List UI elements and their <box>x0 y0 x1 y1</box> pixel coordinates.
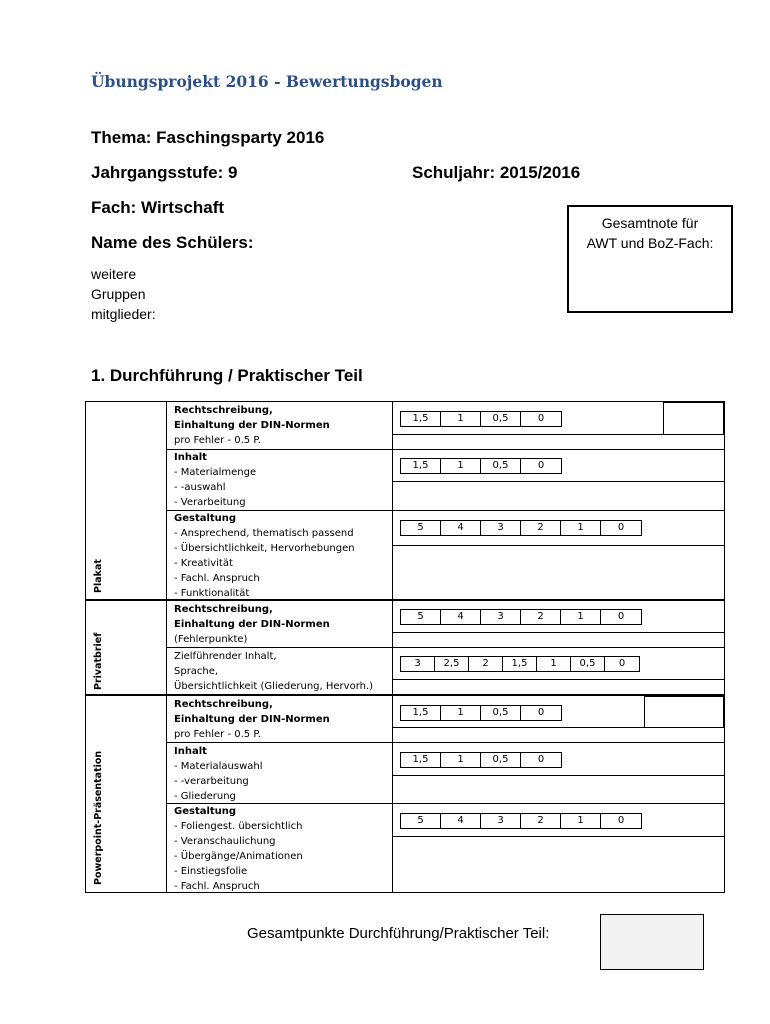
scale-option[interactable]: 0 <box>537 460 545 471</box>
scale-option[interactable]: 1,5 <box>401 412 441 426</box>
scale-option[interactable]: 1 <box>441 706 481 720</box>
criterion-privatbrief-rechtschreibung <box>174 602 392 647</box>
criterion-line: Gestaltung <box>174 513 237 524</box>
criterion-line: Rechtschreibung, <box>174 699 273 710</box>
section-title: 1. Durchführung / Praktischer Teil <box>91 366 363 385</box>
group-members-field <box>91 264 156 324</box>
scale-option[interactable]: 5 <box>401 814 441 828</box>
scale-option[interactable]: 0 <box>537 754 545 765</box>
scale-option[interactable]: 0 <box>618 658 626 669</box>
criterion-privatbrief-inhalt <box>174 649 392 694</box>
jahrgangsstufe-field: Jahrgangsstufe: 9 <box>91 163 238 182</box>
scale-option[interactable]: 1 <box>561 521 601 535</box>
scale-option[interactable]: 1,5 <box>401 459 441 473</box>
scale-option[interactable]: 1 <box>441 459 481 473</box>
criterion-plakat-rechtschreibung <box>174 403 392 448</box>
total-points-label: Gesamtpunkte Durchführung/Praktischer Teil: <box>247 925 550 942</box>
rating-scale-ppt-gestaltung[interactable] <box>400 813 642 829</box>
scale-option[interactable]: 4 <box>441 610 481 624</box>
criterion-line: - Fachl. Anspruch <box>174 881 260 892</box>
scale-option[interactable]: 1 <box>537 657 571 671</box>
row-divider <box>167 742 724 743</box>
points-box-plakat-rechtschreibung[interactable] <box>663 402 724 435</box>
thema-field: Thema: Faschingsparty 2016 <box>91 128 325 147</box>
scale-option[interactable]: 0,5 <box>481 412 521 426</box>
scale-option[interactable]: 3 <box>481 814 521 828</box>
group-label-plakat: Plakat <box>93 559 104 593</box>
scale-underline <box>393 679 724 680</box>
scale-underline <box>393 632 724 633</box>
scale-underline <box>393 481 724 482</box>
scale-underline <box>393 775 724 776</box>
overall-grade-box[interactable] <box>567 205 733 313</box>
schuljahr-field: Schuljahr: 2015/2016 <box>412 163 581 182</box>
rating-scale-plakat-gestaltung[interactable] <box>400 520 642 536</box>
scale-option[interactable]: 1 <box>561 610 601 624</box>
document-title: Übungsprojekt 2016 - Bewertungsbogen <box>91 72 443 91</box>
scale-option[interactable]: 1,5 <box>401 753 441 767</box>
student-name-field: Name des Schülers: <box>91 233 254 252</box>
group-divider-powerpoint <box>86 694 724 696</box>
criterion-line: - Materialauswahl <box>174 761 263 772</box>
group-label-powerpoint: Powerpoint-Präsentation <box>93 750 104 885</box>
criterion-line: - Übergänge/Animationen <box>174 851 303 862</box>
scale-option[interactable]: 0,5 <box>481 753 521 767</box>
scale-option[interactable]: 0,5 <box>481 706 521 720</box>
scale-option[interactable]: 1,5 <box>503 657 537 671</box>
criterion-line: Sprache, <box>174 666 219 677</box>
rating-scale-plakat-inhalt[interactable] <box>400 458 562 474</box>
group-members-label-3: mitglieder: <box>91 306 156 322</box>
scale-option[interactable]: 2,5 <box>435 657 469 671</box>
rating-scale-plakat-rechtschreibung[interactable] <box>400 411 562 427</box>
scale-option[interactable]: 1 <box>561 814 601 828</box>
rating-scale-privatbrief-inhalt[interactable] <box>400 656 640 672</box>
criterion-line: pro Fehler - 0.5 P. <box>174 729 261 740</box>
scale-option[interactable]: 0,5 <box>481 459 521 473</box>
criterion-line: Übersichtlichkeit (Gliederung, Hervorh.) <box>174 681 374 692</box>
group-label-privatbrief: Privatbrief <box>93 632 104 690</box>
criterion-line: - Ansprechend, thematisch passend <box>174 528 354 539</box>
criterion-plakat-gestaltung <box>174 511 392 601</box>
scale-option[interactable]: 3 <box>401 657 435 671</box>
rating-scale-ppt-inhalt[interactable] <box>400 752 562 768</box>
criterion-line: Rechtschreibung, <box>174 604 273 615</box>
scale-option[interactable]: 1 <box>441 753 481 767</box>
criterion-line: Inhalt <box>174 746 207 757</box>
criterion-line: Rechtschreibung, <box>174 405 273 416</box>
points-box-ppt-rechtschreibung[interactable] <box>644 696 724 728</box>
scale-option[interactable]: 2 <box>521 521 561 535</box>
criterion-line: Einhaltung der DIN-Normen <box>174 714 330 725</box>
criterion-line: - Kreativität <box>174 558 233 569</box>
rating-scale-privatbrief-rechtschreibung[interactable] <box>400 609 642 625</box>
scale-option[interactable]: 4 <box>441 814 481 828</box>
criterion-ppt-inhalt <box>174 744 392 804</box>
scale-option[interactable]: 2 <box>521 814 561 828</box>
scale-option[interactable]: 1 <box>441 412 481 426</box>
criterion-line: - Übersichtlichkeit, Hervorhebungen <box>174 543 355 554</box>
criterion-line: Einhaltung der DIN-Normen <box>174 619 330 630</box>
scale-underline <box>393 836 724 837</box>
criterion-ppt-gestaltung <box>174 804 392 894</box>
criterion-line: - Verarbeitung <box>174 497 246 508</box>
row-divider <box>167 647 724 648</box>
criterion-line: Einhaltung der DIN-Normen <box>174 420 330 431</box>
scale-option[interactable]: 0,5 <box>571 657 605 671</box>
criterion-line: (Fehlerpunkte) <box>174 634 248 645</box>
scale-option[interactable]: 0 <box>537 413 545 424</box>
group-members-label-1: weitere <box>91 266 137 282</box>
scale-underline <box>393 434 663 435</box>
rating-scale-ppt-rechtschreibung[interactable] <box>400 705 562 721</box>
criterion-line: Inhalt <box>174 452 207 463</box>
scale-option[interactable]: 3 <box>481 610 521 624</box>
scale-option[interactable]: 5 <box>401 610 441 624</box>
criterion-line: Zielführender Inhalt, <box>174 651 277 662</box>
scale-underline <box>393 545 724 546</box>
criterion-line: - Funktionalität <box>174 588 250 599</box>
criterion-line: - Materialmenge <box>174 467 257 478</box>
criterion-line: pro Fehler - 0.5 P. <box>174 435 261 446</box>
criterion-line: - Fachl. Anspruch <box>174 573 260 584</box>
scale-option[interactable]: 0 <box>617 611 625 622</box>
scale-option[interactable]: 2 <box>521 610 561 624</box>
scale-option[interactable]: 1,5 <box>401 706 441 720</box>
scale-option[interactable]: 4 <box>441 521 481 535</box>
total-points-box[interactable] <box>600 914 704 970</box>
overall-grade-label-2: AWT und BoZ-Fach: <box>586 235 714 251</box>
fach-field: Fach: Wirtschaft <box>91 198 225 217</box>
criterion-ppt-rechtschreibung <box>174 697 392 742</box>
criterion-line: Gestaltung <box>174 806 237 817</box>
scale-option[interactable]: 0 <box>617 522 625 533</box>
criterion-line: - -verarbeitung <box>174 776 249 787</box>
criterion-line: - Veranschaulichung <box>174 836 276 847</box>
overall-grade-label-1: Gesamtnote für <box>601 215 699 231</box>
criterion-plakat-inhalt <box>174 450 392 510</box>
scale-option[interactable]: 2 <box>469 657 503 671</box>
scale-option[interactable]: 5 <box>401 521 441 535</box>
scale-underline <box>393 727 644 728</box>
criterion-line: - Gliederung <box>174 791 236 802</box>
scale-option[interactable]: 0 <box>617 815 625 826</box>
scale-option[interactable]: 0 <box>537 707 545 718</box>
criterion-line: - Foliengest. übersichtlich <box>174 821 303 832</box>
criterion-line: - -auswahl <box>174 482 226 493</box>
criterion-line: - Einstiegsfolie <box>174 866 248 877</box>
group-members-label-2: Gruppen <box>91 286 146 302</box>
scale-option[interactable]: 3 <box>481 521 521 535</box>
